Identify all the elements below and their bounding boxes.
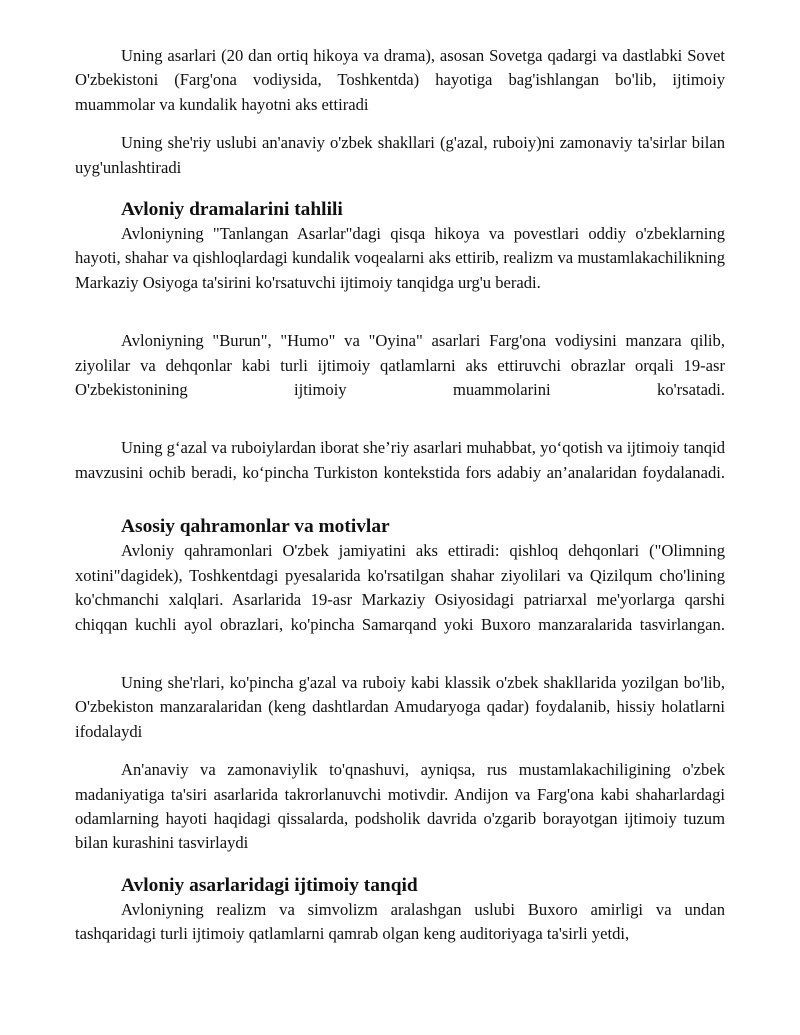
paragraph-ghazal-ruboiy: Uning g‘azal va ruboiylardan iborat she’riy asarlari muhabbat, yo‘qotish va ijtimoiy tanqid mavzusini ochib beradi, ko‘pincha Turkiston kontekstida fors adabiy an’analaridan foydalanadi. [75,438,725,482]
paragraph-poetic-style: Uning she'riy uslubi an'anaviy o'zbek shakllari (g'azal, ruboiy)ni zamonaviy ta'sirlar bilan uyg'unlashtiradi [75,133,725,177]
paragraph-poems-landscape: Uning she'rlari, ko'pincha g'azal va ruboiy kabi klassik o'zbek shakllarida yozilgan bo'lib, O'zbekiston manzaralaridan (keng dashtlardan Amudaryoga qadar) foydalanib, hissiy holatlarni ifodalaydi [75,672,725,741]
paragraph-realism-symbolism: Avloniyning realizm va simvolizm aralashgan uslubi Buxoro amirligi va undan tashqaridagi turli ijtimoiy qatlamlarni qamrab olgan keng auditoriyaga ta'sirli yetdi, [75,899,725,944]
spacer [75,637,725,671]
spacer [75,402,725,436]
document-page [75,44,725,947]
section-heading-main-characters: Asosiy qahramonlar va motivlar [121,516,390,538]
spacer [75,180,725,198]
spacer [75,744,725,758]
paragraph-characters: Avloniy qahramonlari O'zbek jamiyatini aks ettiradi: qishloq dehqonlari ("Olimning xotini"dagidek), Toshkentdagi pyesalarida ko'rsatilgan shahar ziyolilari va Qizilqum cho'lining ko'chmanchi xalqlari. Asarlarida 19-asr Markaziy Osiyosidagi patriarxal me'yorlarga qarshi chiqqan kuchli ayol obrazlari, ko'pincha Samarqand yoki Buxoro manzaralarida tasvirlangan. [75,541,725,634]
spacer [75,485,725,515]
spacer [75,117,725,131]
spacer [75,295,725,329]
paragraph-short-stories: Avloniyning "Tanlangan Asarlar"dagi qisqa hikoya va povestlari oddiy o'zbeklarning hayoti, shahar va qishloqlardagi kundalik voqealarni aks ettirib, realizm va mustamlakachilikning Markaziy Osiyoga ta'sirini ko'rsatuvchi ijtimoiy tanqidga urg'u beradi. [75,224,725,292]
paragraph-fergana-works: Avloniyning "Burun", "Humo" va "Oyina" asarlari Farg'ona vodiysini manzara qilib, ziyolilar va dehqonlar kabi turli ijtimoiy qatlamlarni aks ettiruvchi obrazlar orqali 19-asr O'zbekistonining ijtimoiy muammolarini ko'rsatadi. [75,331,725,400]
spacer [75,856,725,874]
section-heading-drama-analysis: Avloniy dramalarini tahlili [121,199,343,221]
paragraph-tradition-modernity: An'anaviy va zamonaviylik to'qnashuvi, ayniqsa, rus mustamlakachiligining o'zbek madaniyatiga ta'siri asarlarida takrorlanuvchi motivdir. Andijon va Farg'ona kabi shaharlardagi odamlarning hayoti haqidagi qissalarda, podsholik davrida o'zgarib borayotgan ijtimoiy tuzum bilan kurashini tasvirlaydi [75,760,725,853]
paragraph-works-overview: Uning asarlari (20 dan ortiq hikoya va drama), asosan Sovetga qadargi va dastlabki Sovet O'zbekistoni (Farg'ona vodiysida, Toshkentda) hayotiga bag'ishlangan bo'lib, ijtimoiy muammolar va kundalik hayotni aks ettiradi [75,46,725,114]
section-heading-social-critique: Avloniy asarlaridagi ijtimoiy tanqid [121,874,418,896]
